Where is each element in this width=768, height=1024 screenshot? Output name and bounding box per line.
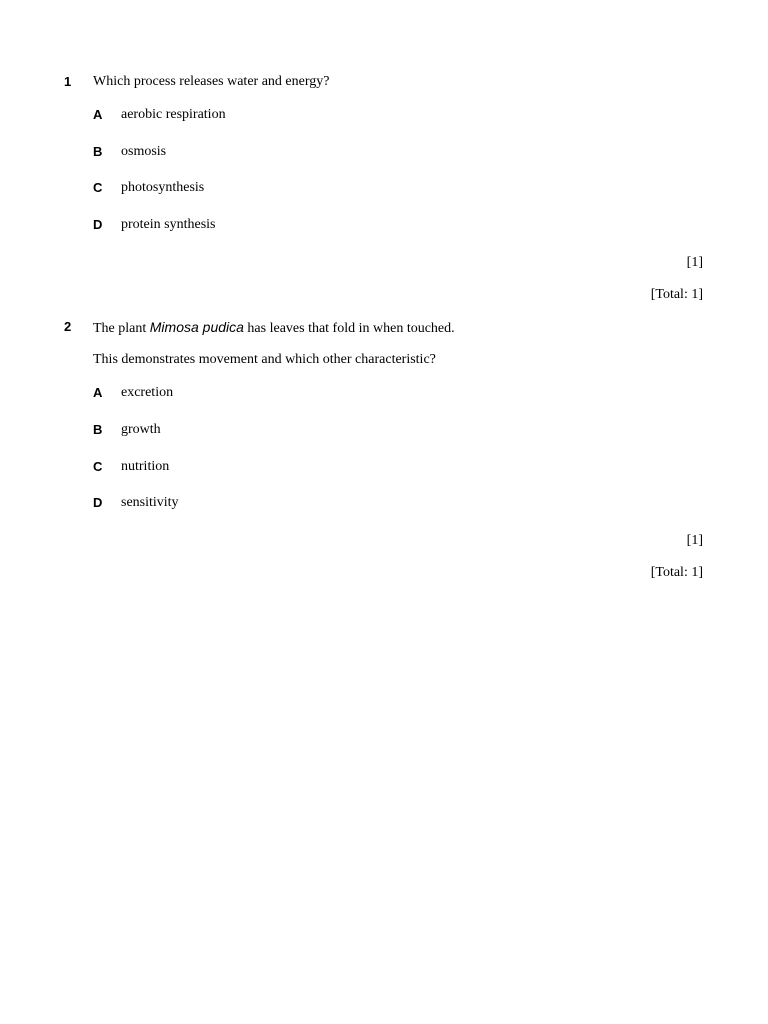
option-letter-b: B [93, 422, 103, 437]
option-text-a: excretion [121, 385, 174, 400]
option-text-b: osmosis [121, 144, 167, 159]
question-stem [93, 319, 455, 337]
question-stem: Which process releases water and energy? [93, 74, 330, 89]
stem-before: The plant [93, 321, 150, 336]
question-prompt: This demonstrates movement and which other characteristic? [93, 352, 436, 367]
mark-allocation: [1] [686, 533, 703, 548]
stem-after: has leaves that fold in when touched. [243, 321, 455, 336]
option-text-c: photosynthesis [121, 180, 205, 195]
total-marks: [Total: 1] [650, 565, 703, 580]
option-letter-d: D [93, 495, 103, 510]
total-marks: [Total: 1] [650, 287, 703, 302]
option-letter-a: A [93, 107, 103, 122]
option-letter-c: C [93, 459, 103, 474]
option-letter-c: C [93, 180, 103, 195]
option-text-b: growth [121, 422, 161, 437]
mark-allocation: [1] [686, 255, 703, 270]
option-text-a: aerobic respiration [121, 107, 226, 122]
option-letter-a: A [93, 385, 103, 400]
option-text-c: nutrition [121, 459, 170, 474]
question-number: 2 [64, 319, 72, 334]
option-text-d: protein synthesis [121, 217, 216, 232]
option-letter-b: B [93, 144, 103, 159]
option-letter-d: D [93, 217, 103, 232]
option-text-d: sensitivity [121, 495, 179, 510]
species-name: Mimosa pudica [149, 319, 244, 335]
question-number: 1 [64, 74, 72, 89]
